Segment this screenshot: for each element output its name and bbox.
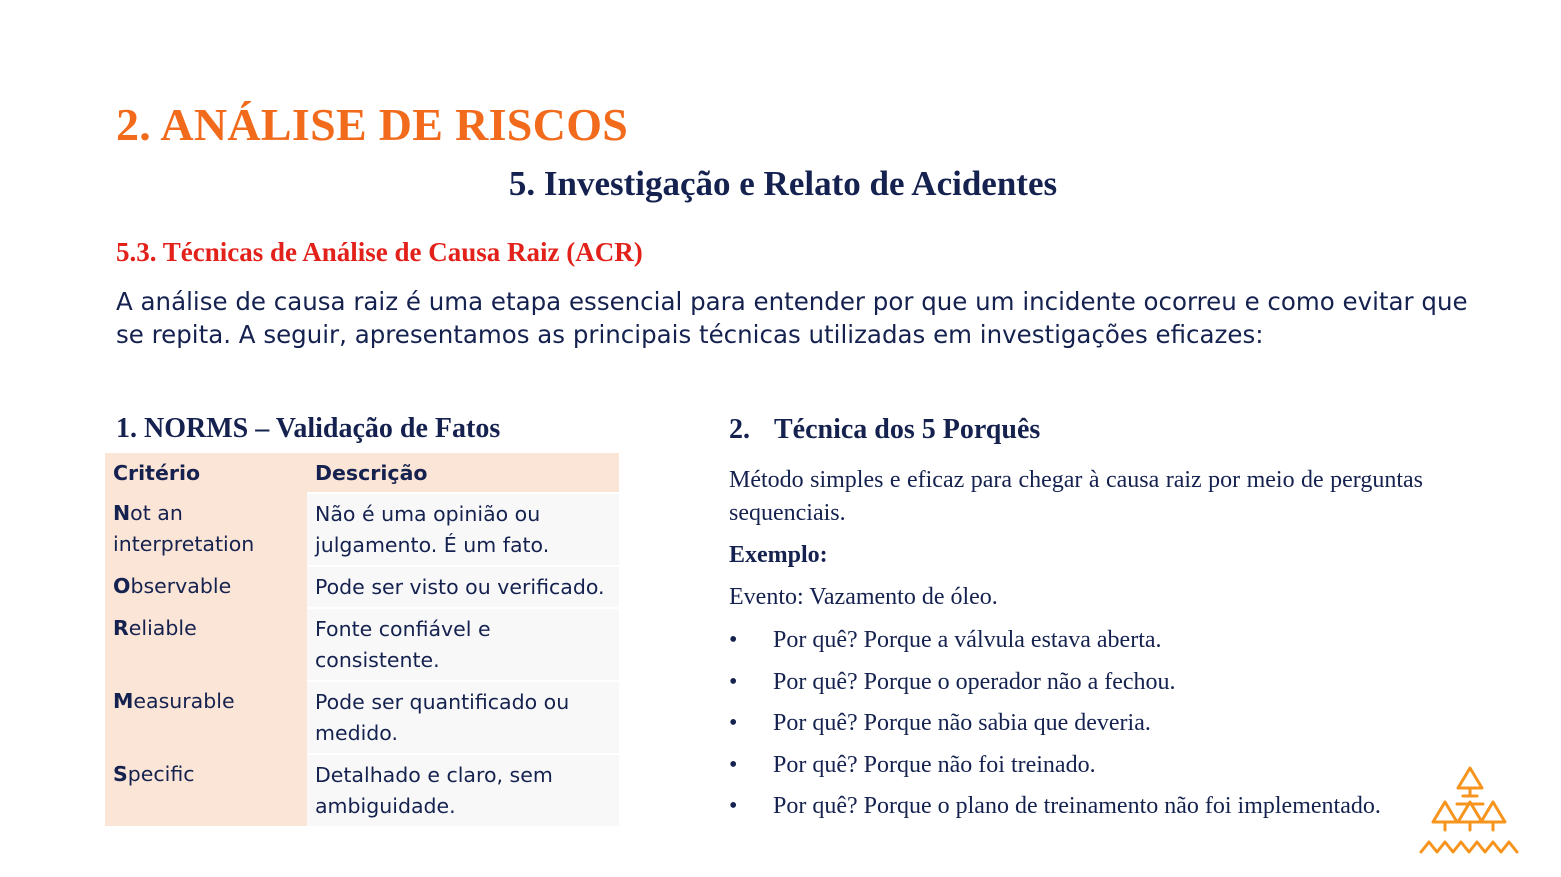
description-cell: Pode ser visto ou verificado. bbox=[307, 566, 619, 608]
sub-title: 5.3. Técnicas de Análise de Causa Raiz (ACR) bbox=[116, 237, 643, 267]
intro-paragraph: A análise de causa raiz é uma etapa essencial para entender por que um incidente ocorreu e como evitar que se repita. A seguir, apresentamos as principais técnicas utilizadas em investigações eficazes: bbox=[116, 287, 1468, 349]
criterion-rest: pecific bbox=[127, 762, 195, 786]
bullet: • bbox=[729, 710, 738, 736]
description-cell: Não é uma opinião ou julgamento. É um fato. bbox=[307, 493, 619, 566]
list-item-text: Por quê? Porque a válvula estava aberta. bbox=[773, 627, 1162, 653]
triangles-logo-icon bbox=[1417, 764, 1523, 856]
list-item-text: Por quê? Porque o plano de treinamento não foi implementado. bbox=[773, 793, 1381, 819]
table-row bbox=[105, 608, 619, 681]
list-item bbox=[729, 708, 1423, 739]
description-cell: Detalhado e claro, sem ambiguidade. bbox=[307, 754, 619, 826]
column-header-descricao: Descrição bbox=[307, 453, 619, 493]
bullet: • bbox=[729, 751, 738, 778]
porques-description: Método simples e eficaz para chegar à causa raiz por meio de perguntas sequenciais. bbox=[729, 467, 1423, 526]
list-item bbox=[729, 625, 1423, 656]
table-row bbox=[105, 754, 619, 826]
list-item-text: Por quê? Porque o operador não a fechou. bbox=[773, 668, 1176, 695]
norms-heading: 1. NORMS – Validação de Fatos bbox=[116, 413, 501, 444]
criterion-cell bbox=[105, 566, 307, 608]
main-title: 2. ANÁLISE DE RISCOS bbox=[116, 99, 629, 150]
criterion-rest: ot an interpretation bbox=[113, 501, 255, 556]
criterion-initial: M bbox=[113, 689, 134, 713]
table-row bbox=[105, 681, 619, 754]
table-header-row bbox=[105, 453, 619, 493]
criterion-rest: easurable bbox=[133, 689, 235, 713]
table-row bbox=[105, 493, 619, 566]
criterion-cell bbox=[105, 754, 307, 826]
list-item bbox=[729, 750, 1423, 781]
porques-heading bbox=[729, 414, 1040, 446]
description-cell: Pode ser quantificado ou medido. bbox=[307, 681, 619, 754]
criterion-initial: O bbox=[113, 574, 131, 598]
bullet: • bbox=[729, 668, 738, 695]
description-cell: Fonte confiável e consistente. bbox=[307, 608, 619, 681]
bullet: • bbox=[729, 793, 738, 819]
criterion-cell bbox=[105, 681, 307, 754]
bullet: • bbox=[729, 627, 738, 653]
criterion-rest: bservable bbox=[130, 574, 232, 598]
whys-list bbox=[729, 625, 1423, 833]
event-text: Evento: Vazamento de óleo. bbox=[729, 584, 998, 610]
criterion-initial: N bbox=[113, 501, 131, 525]
list-item bbox=[729, 791, 1423, 822]
porques-heading-text: Técnica dos 5 Porquês bbox=[774, 414, 1041, 445]
column-header-criterio: Critério bbox=[105, 453, 307, 493]
table-row bbox=[105, 566, 619, 608]
criterion-rest: eliable bbox=[128, 616, 197, 640]
list-item bbox=[729, 667, 1423, 698]
porques-number: 2. bbox=[729, 414, 750, 445]
list-item-text: Por quê? Porque não foi treinado. bbox=[773, 751, 1096, 778]
section-title: 5. Investigação e Relato de Acidentes bbox=[508, 164, 1058, 203]
norms-table bbox=[105, 453, 619, 826]
criterion-initial: R bbox=[113, 616, 129, 640]
list-item-text: Por quê? Porque não sabia que deveria. bbox=[773, 710, 1151, 736]
criterion-cell bbox=[105, 608, 307, 681]
criterion-cell bbox=[105, 493, 307, 566]
criterion-initial: S bbox=[113, 762, 128, 786]
example-label: Exemplo: bbox=[729, 542, 828, 568]
